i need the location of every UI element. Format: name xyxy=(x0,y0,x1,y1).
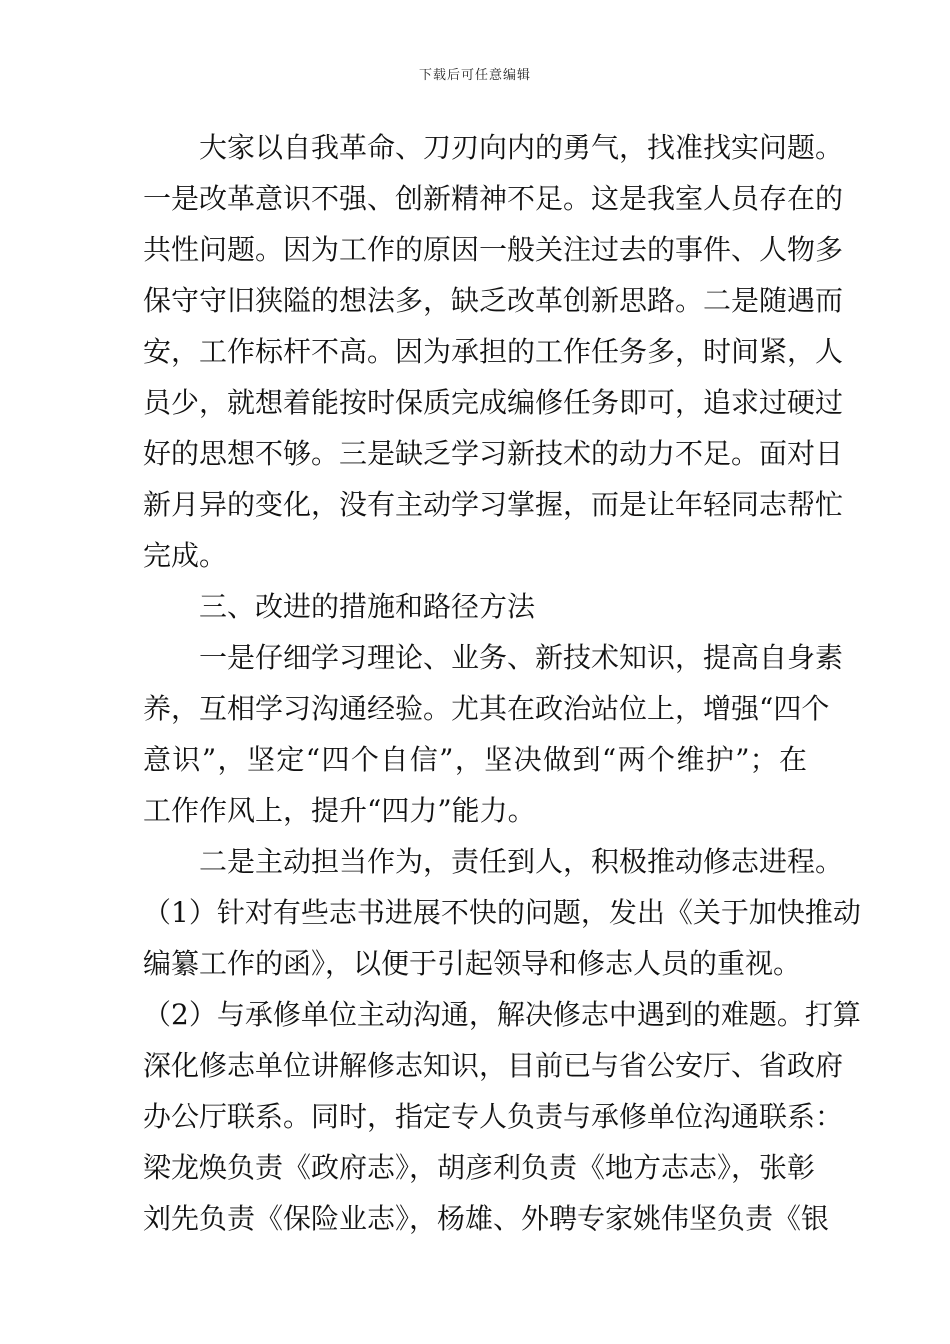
text-line: 好的思想不够。三是缺乏学习新技术的动力不足。面对日 xyxy=(143,437,844,470)
text-line: 员少，就想着能按时保质完成编修任务即可，追求过硬过 xyxy=(143,386,844,419)
text-line: 办公厅联系。同时，指定专人负责与承修单位沟通联系： xyxy=(143,1100,844,1133)
text-line: 编纂工作的函》，以便于引起领导和修志人员的重视。 xyxy=(143,947,802,980)
text-line: 梁龙焕负责《政府志》，胡彦利负责《地方志志》，张彰 xyxy=(143,1151,816,1184)
text-line: （2）与承修单位主动沟通，解决修志中遇到的难题。打算 xyxy=(143,998,861,1031)
text-line: 刘先负责《保险业志》，杨雄、外聘专家姚伟坚负责《银 xyxy=(143,1202,830,1235)
text-line: 深化修志单位讲解修志知识，目前已与省公安厅、省政府 xyxy=(143,1049,844,1082)
page-header-note: 下载后可任意编辑 xyxy=(418,68,531,83)
text-line: 工作作风上，提升“四力”能力。 xyxy=(143,794,536,827)
text-line: 二是主动担当作为，责任到人，积极推动修志进程。 xyxy=(143,845,844,878)
text-line: 养，互相学习沟通经验。尤其在政治站位上，增强“四个 xyxy=(143,692,830,725)
text-line: 完成。 xyxy=(143,539,228,572)
text-line: 大家以自我革命、刀刃向内的勇气，找准找实问题。 xyxy=(143,131,844,164)
text-line: （1）针对有些志书进展不快的问题，发出《关于加快推动 xyxy=(143,896,861,929)
text-line: 意识”，坚定“四个自信”，坚决做到“两个维护”；在 xyxy=(143,743,807,776)
text-line: 一是改革意识不强、创新精神不足。这是我室人员存在的 xyxy=(143,182,844,215)
text-line: 一是仔细学习理论、业务、新技术知识，提高自身素 xyxy=(143,641,844,674)
text-line: 共性问题。因为工作的原因一般关注过去的事件、人物多 xyxy=(143,233,844,266)
section-heading: 三、改进的措施和路径方法 xyxy=(143,590,536,623)
text-line: 安，工作标杆不高。因为承担的工作任务多，时间紧，人 xyxy=(143,335,844,368)
text-line: 保守守旧狭隘的想法多，缺乏改革创新思路。二是随遇而 xyxy=(143,284,844,317)
text-line: 新月异的变化，没有主动学习掌握，而是让年轻同志帮忙 xyxy=(143,488,844,521)
